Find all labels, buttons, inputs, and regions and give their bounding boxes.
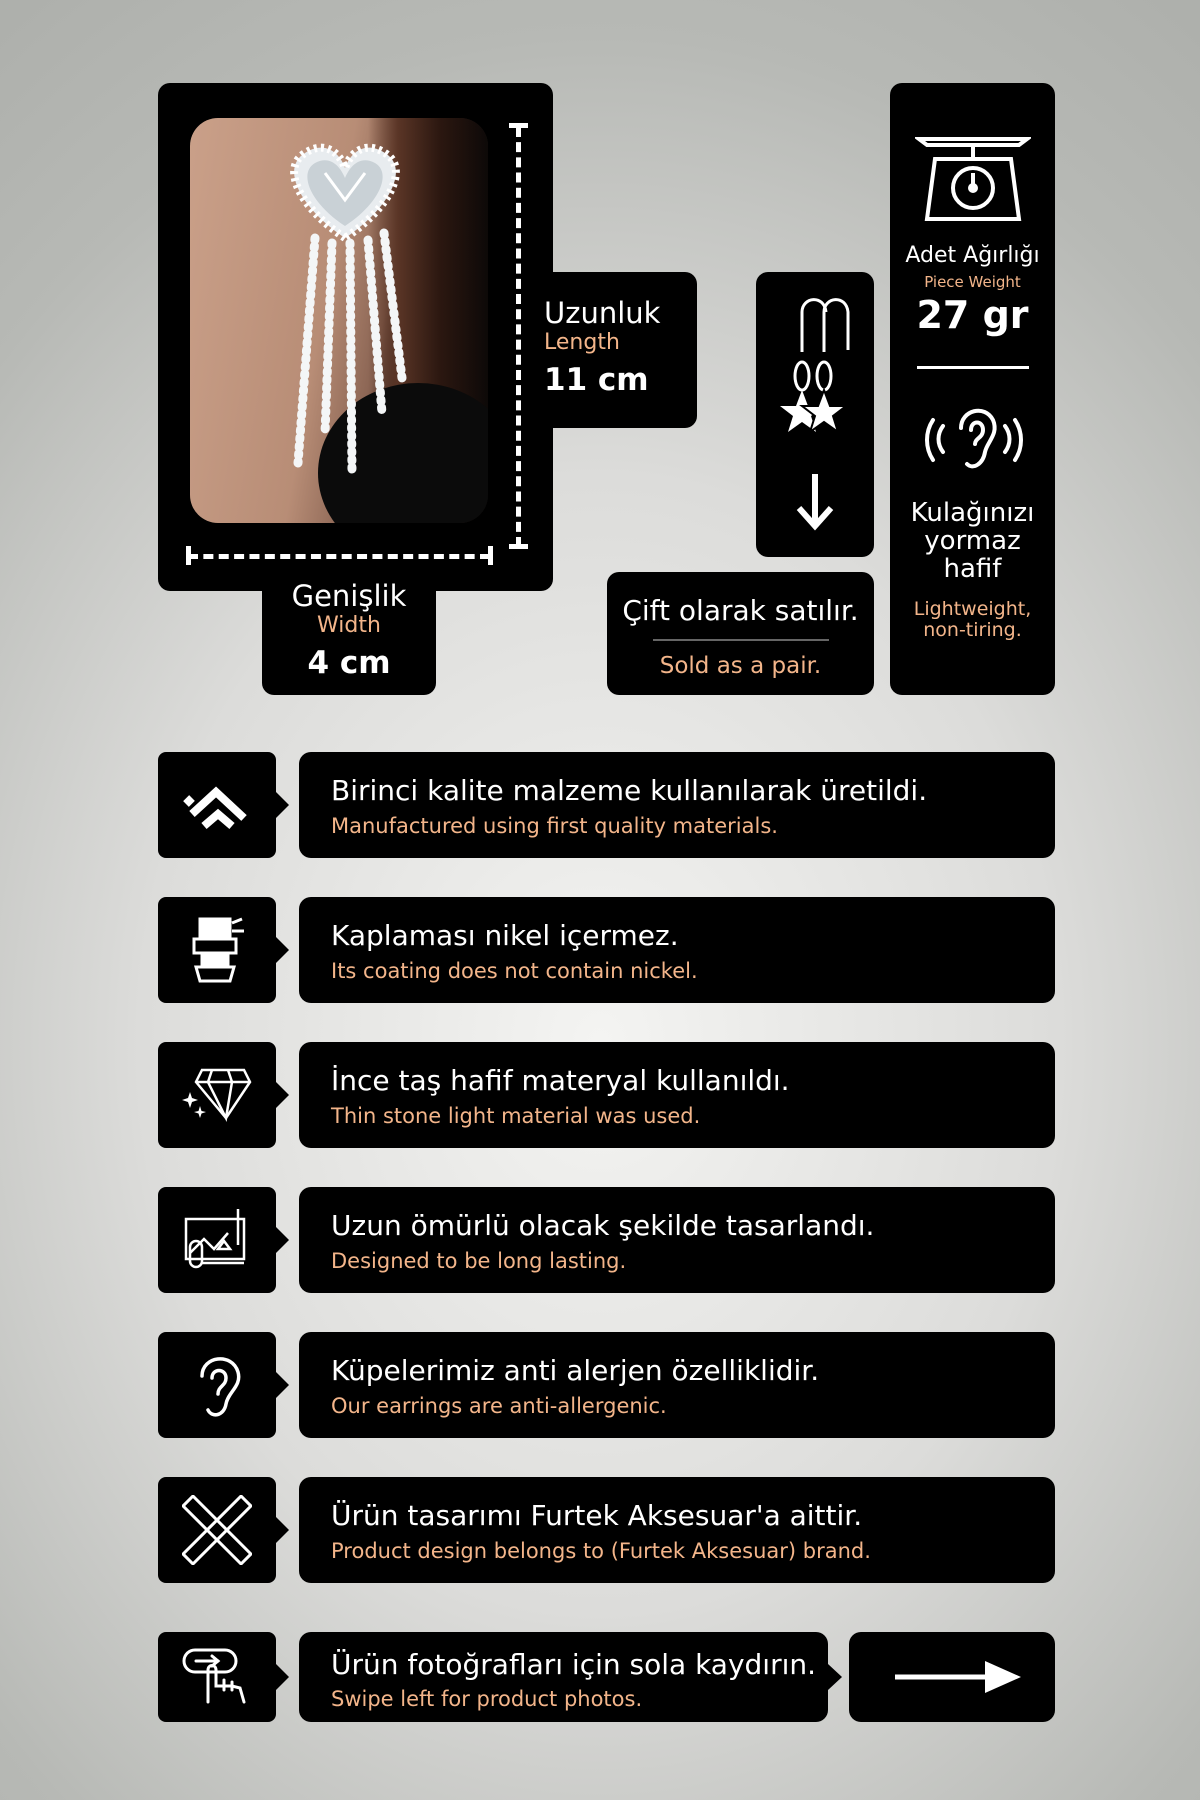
arrow-right-icon: [895, 1657, 1025, 1697]
earring-image: [270, 128, 420, 518]
feature-subtitle: Thin stone light material was used.: [331, 1104, 701, 1128]
swipe-hand-icon: [182, 1646, 252, 1706]
feature-row: [299, 1477, 1055, 1583]
pair-title: Çift olarak satılır.: [622, 594, 859, 627]
weight-subtitle: Piece Weight: [924, 273, 1021, 291]
product-photo-panel: [158, 83, 553, 591]
feature-subtitle: Swipe left for product photos.: [331, 1687, 643, 1711]
pair-info-box: [607, 572, 874, 695]
width-label-box: [262, 575, 436, 695]
length-label-box: [540, 272, 697, 428]
diamond-icon: [182, 1060, 252, 1130]
comfort-title-1: Kulağınızı: [910, 498, 1035, 528]
feature-icon-box: [158, 1632, 276, 1722]
feature-row: [299, 1332, 1055, 1438]
feature-icon-box: [158, 1187, 276, 1293]
length-indicator: [516, 127, 521, 547]
feature-icon-box: [158, 1477, 276, 1583]
length-title: Uzunluk: [544, 296, 661, 330]
width-subtitle: Width: [317, 613, 381, 638]
width-value: 4 cm: [307, 645, 391, 681]
comfort-title-3: hafif: [943, 554, 1002, 584]
feature-title: Kaplaması nikel içermez.: [331, 919, 679, 952]
feature-subtitle: Manufactured using first quality materials.: [331, 814, 778, 838]
width-title: Genişlik: [291, 579, 407, 613]
ear-icon: [182, 1350, 252, 1420]
feature-row: [299, 1042, 1055, 1148]
length-value: 11 cm: [544, 362, 649, 398]
width-indicator: [188, 554, 490, 559]
feature-title: Birinci kalite malzeme kullanılarak üretildi.: [331, 774, 928, 807]
feature-subtitle: Our earrings are anti-allergenic.: [331, 1394, 667, 1418]
design-tools-icon: [182, 1205, 252, 1275]
swipe-next-button[interactable]: [849, 1632, 1055, 1722]
pencil-ruler-icon: [182, 1495, 252, 1565]
ear-sound-icon: [923, 398, 1023, 478]
pair-icon-box: [756, 272, 874, 557]
feature-row: [299, 1632, 828, 1722]
feature-row: [299, 897, 1055, 1003]
weight-title: Adet Ağırlığı: [905, 243, 1040, 268]
feature-title: Küpelerimiz anti alerjen özelliklidir.: [331, 1354, 820, 1387]
feature-icon-box: [158, 1042, 276, 1148]
feature-icon-box: [158, 897, 276, 1003]
feature-subtitle: Product design belongs to (Furtek Aksesuar) brand.: [331, 1539, 871, 1563]
feature-row: [299, 752, 1055, 858]
feature-icon-box: [158, 1332, 276, 1438]
feature-title: Uzun ömürlü olacak şekilde tasarlandı.: [331, 1209, 875, 1242]
scale-icon: [915, 135, 1031, 225]
quality-chevron-icon: [182, 770, 252, 840]
comfort-title-2: yormaz: [924, 526, 1021, 556]
comfort-subtitle-2: non-tiring.: [923, 619, 1022, 641]
feature-subtitle: Designed to be long lasting.: [331, 1249, 627, 1273]
feature-row: [299, 1187, 1055, 1293]
coating-machine-icon: [182, 915, 252, 985]
pair-subtitle: Sold as a pair.: [659, 653, 822, 679]
length-subtitle: Length: [544, 330, 620, 355]
feature-title: Ürün tasarımı Furtek Aksesuar'a aittir.: [331, 1499, 863, 1532]
weight-panel: [890, 83, 1055, 695]
feature-subtitle: Its coating does not contain nickel.: [331, 959, 698, 983]
arrow-down-icon: [795, 472, 835, 532]
feature-title: İnce taş hafif materyal kullanıldı.: [331, 1064, 790, 1097]
product-photo[interactable]: [190, 118, 488, 523]
comfort-subtitle-1: Lightweight,: [913, 598, 1032, 620]
weight-value: 27 gr: [916, 293, 1029, 337]
feature-icon-box: [158, 752, 276, 858]
feature-title: Ürün fotoğrafları için sola kaydırın.: [331, 1648, 817, 1681]
